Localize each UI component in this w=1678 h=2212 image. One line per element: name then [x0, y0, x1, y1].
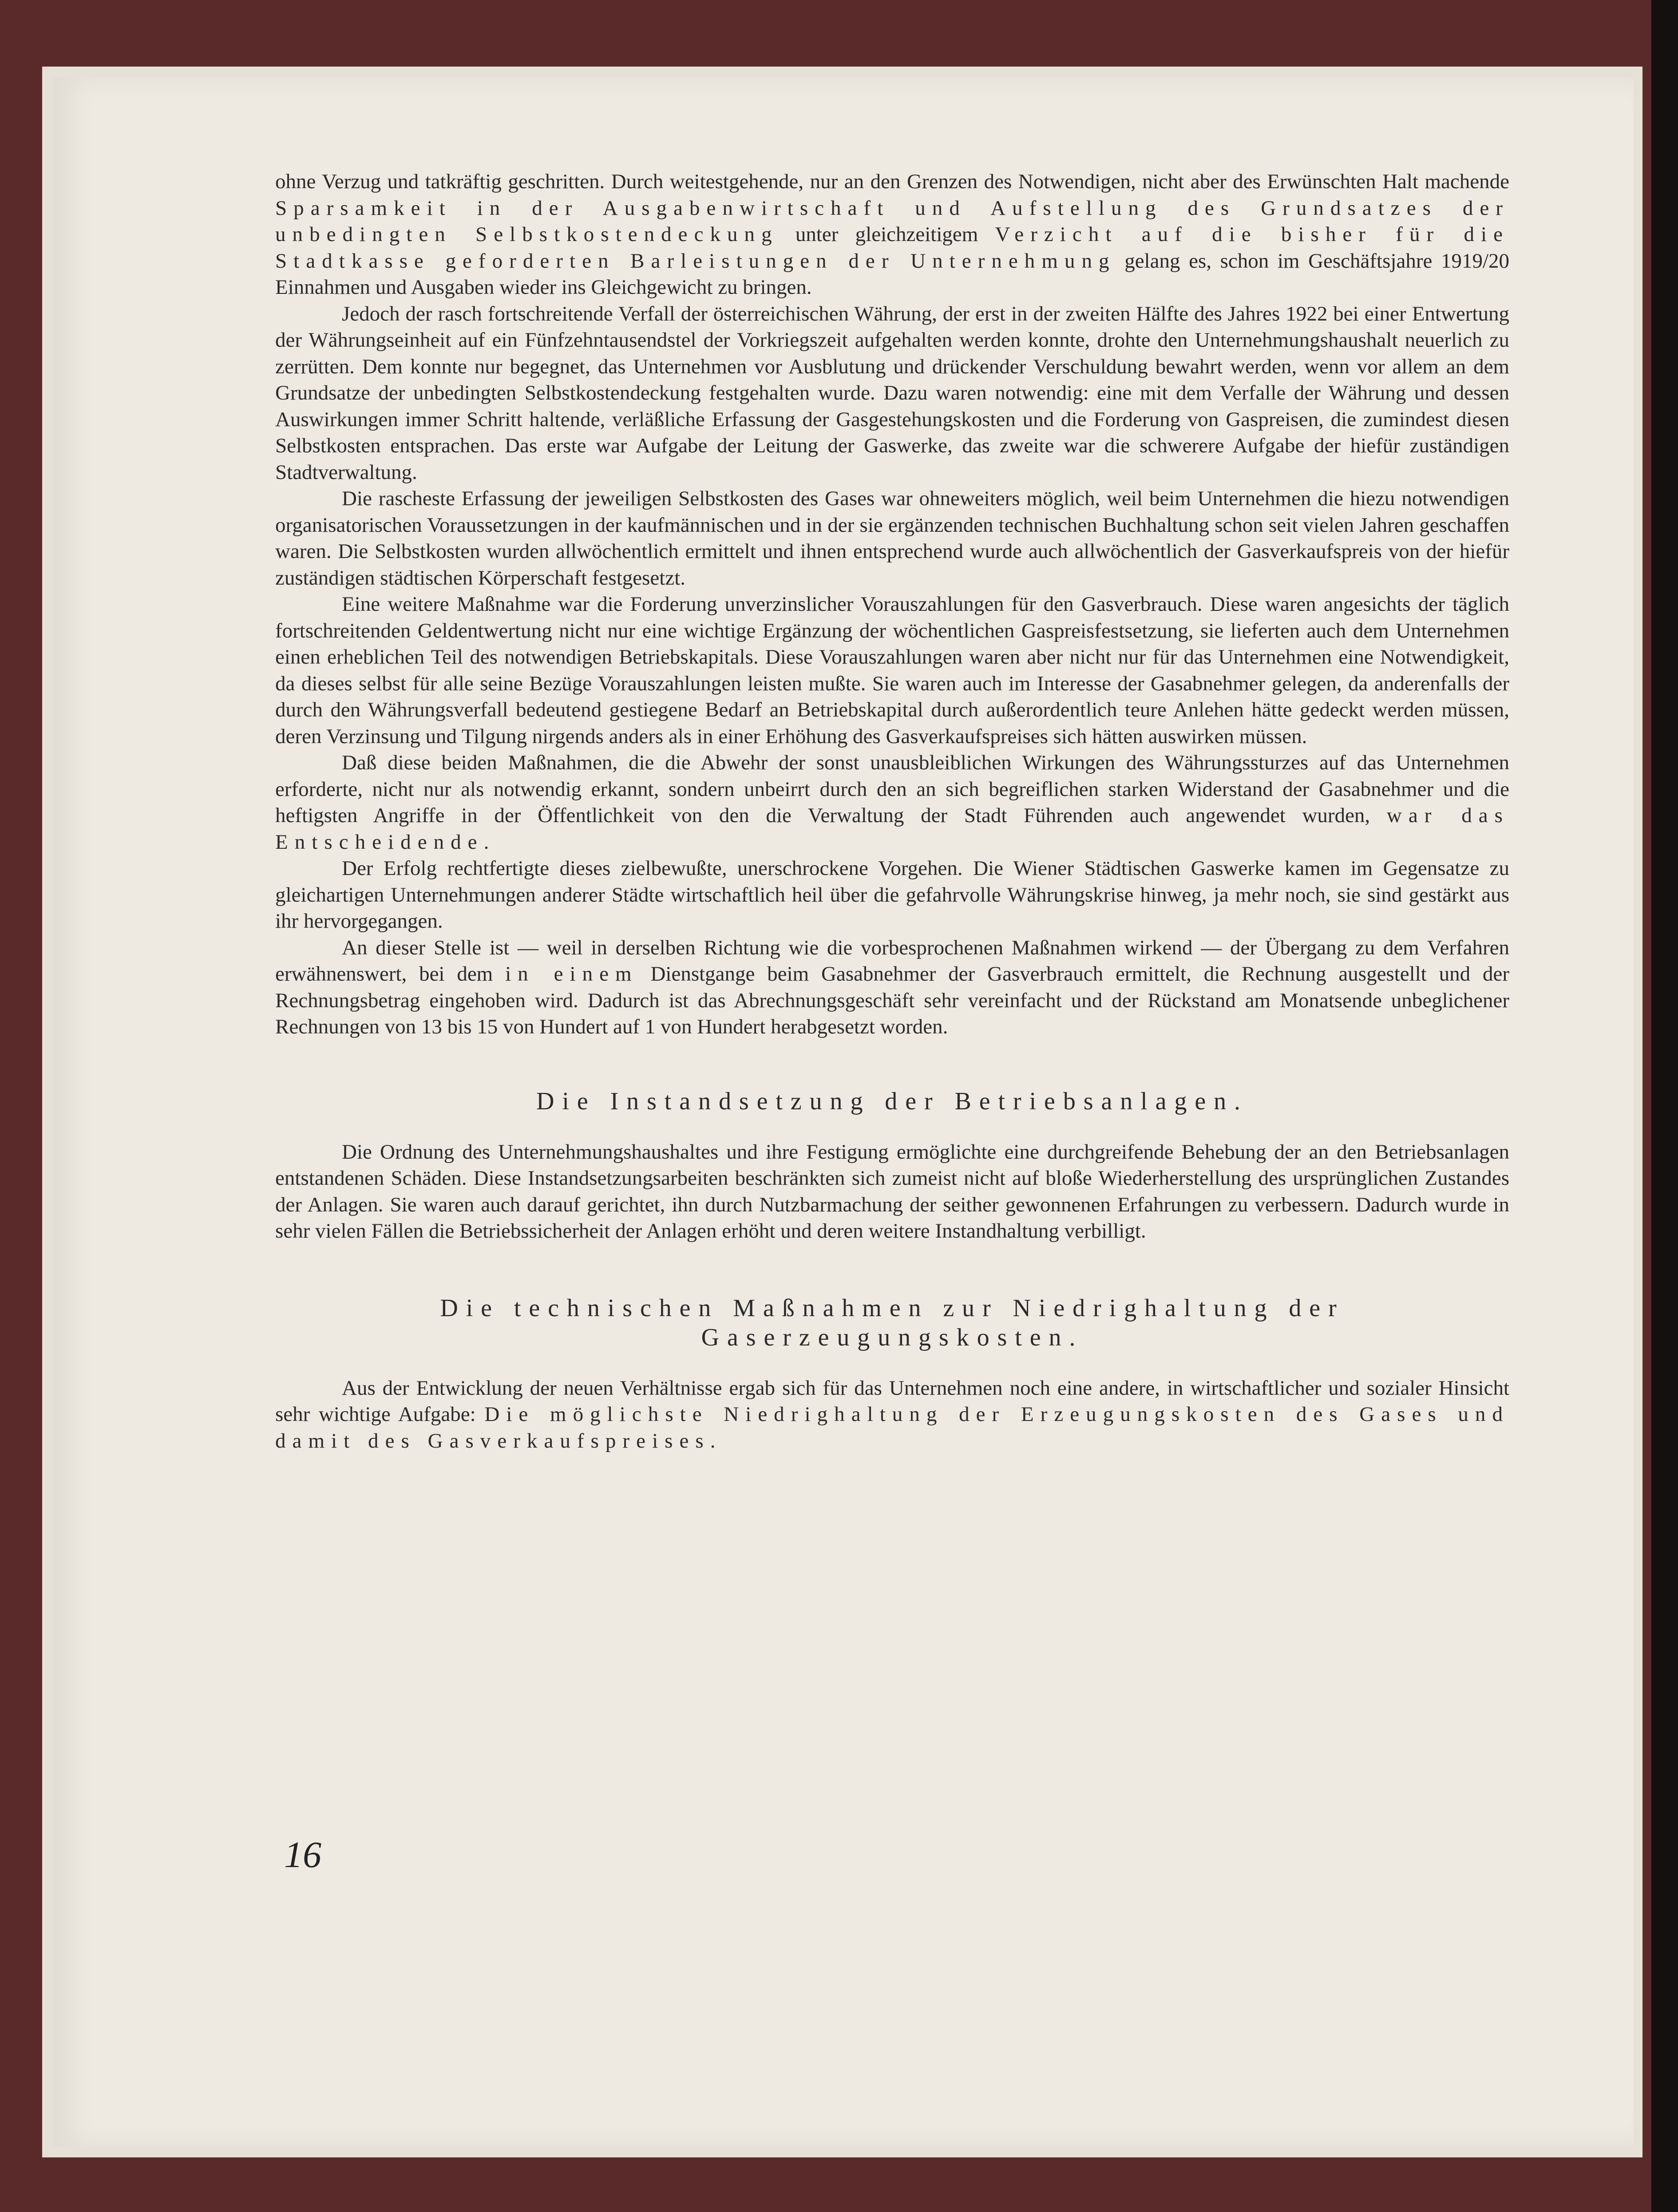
paragraph-6: [275, 855, 1509, 935]
paragraph-text: Daß diese beiden Maßnahmen, die die Abwehr der sonst unausbleiblichen Wirkungen des Währungssturzes auf das Unternehmen erforderte, nicht nur als notwendig erkannt, sondern unbeirrt durch den an sich begreiflichen starken Widerstand der Gasabnehmer und die heftigsten Angriffe in der Öffentlichkeit von den die Verwaltung der Stadt Führenden auch angewendet wurden,: [275, 751, 1509, 827]
paragraph-instandsetzung: Die Ordnung des Unternehmungshaushaltes und ihre Festigung ermöglichte eine durchgreifende Behebung der an den Betriebsanlagen entstandenen Schäden. Diese Instandsetzungsarbeiten beschränkten sich zumeist nicht auf bloße Wiederherstellung des ursprünglichen Zustandes der Anlagen. Sie waren auch darauf gerichtet, ihn durch Nutzbarmachung der seither gewonnenen Erfahrungen zu verbessern. Dadurch wurde in sehr vielen Fällen die Betriebssicherheit der Anlagen erhöht und deren weitere Instandhaltung verbilligt.: [275, 1140, 1509, 1243]
heading-line-1: Die technischen Maßnahmen zur Niedrighaltung der: [440, 1294, 1345, 1322]
paragraph-text: .: [483, 830, 489, 854]
page-number: 16: [284, 1834, 321, 1876]
section-heading-technische-massnahmen: [275, 1294, 1509, 1352]
body-paragraphs: [275, 169, 1509, 1041]
emphasized-text: war das Entscheidende: [275, 804, 1509, 854]
emphasized-text: Verzicht auf die bisher für die Stadtkasse geforderten Barleistungen der Unternehmung: [275, 223, 1509, 273]
paragraph-2: [275, 301, 1509, 486]
paragraph-text: Die rascheste Erfassung der jeweiligen Selbstkosten des Gases war ohneweiters möglich, weil beim Unternehmen die hiezu notwendigen organisatorischen Voraussetzungen in der kaufmännischen und in der sie ergänzenden technischen Buchhaltung schon seit vielen Jahren geschaffen waren. Die Selbstkosten wurden allwöchentlich ermittelt und ihnen entsprechend wurde auch allwöchentlich der Gasverkaufspreis von der hiefür zuständigen städtischen Körperschaft festgesetzt.: [275, 487, 1509, 590]
paragraph-5: [275, 750, 1509, 855]
paragraph-4: [275, 591, 1509, 750]
paragraph-text: unter gleichzeitigem: [778, 223, 995, 246]
emphasized-text: Sparsamkeit in der Ausgabenwirtschaft und Aufstellung des Grundsatzes der unbedingten Selbstkostendeckung: [275, 196, 1509, 246]
paragraph-text: Dienstgange beim Gasabnehmer der Gasverbrauch ermittelt, die Rechnung ausgestellt und der Rechnungsbetrag eingehoben wird. Dadurch ist das Abrechnungsgeschäft sehr vereinfacht und der Rückstand am Monatsende unbeglichener Rechnungen von 13 bis 15 von Hundert auf 1 von Hundert herabgesetzt worden.: [275, 962, 1509, 1038]
emphasized-text: in einem: [505, 962, 638, 985]
paragraph-aufgabe: [275, 1375, 1509, 1455]
paragraph-text: Der Erfolg rechtfertigte dieses zielbewußte, unerschrockene Vorgehen. Die Wiener Städtischen Gaswerke kamen im Gegensatze zu gleichartigen Unternehmungen anderer Städte wirtschaftlich heil über die gefahrvolle Währungskrise hinweg, ja mehr noch, sie sind gestärkt aus ihr hervorgegangen.: [275, 857, 1509, 933]
paragraph-7: [275, 935, 1509, 1041]
paragraph-text: ohne Verzug und tatkräftig geschritten. Durch weitestgehende, nur an den Grenzen des Notwendigen, nicht aber des Erwünschten Halt machende: [275, 170, 1509, 193]
section-heading-instandsetzung: Die Instandsetzung der Betriebsanlagen.: [536, 1087, 1248, 1115]
paragraph-text: An dieser Stelle ist — weil in derselben Richtung wie die vorbesprochenen Maßnahmen wirkend — der Übergang zu dem Verfahren erwähnenswert, bei dem: [275, 936, 1509, 985]
paragraph-text: gelang es, schon im Geschäftsjahre 1919/20 Einnahmen und Ausgaben wieder ins Gleichgewicht zu bringen.: [275, 249, 1509, 299]
page-text: [275, 169, 1509, 1454]
heading-line-2: Gaserzeugungskosten.: [701, 1323, 1084, 1351]
paragraph-aufgabe-emphasis: Die möglichste Niedrighaltung der Erzeugungskosten des Gases und damit des Gasverkaufspreises.: [275, 1403, 1510, 1452]
paragraph-aufgabe-text: Aus der Entwicklung der neuen Verhältnisse ergab sich für das Unternehmen noch eine andere, in wirtschaftlicher und sozialer Hinsicht sehr wichtige Aufgabe:: [275, 1376, 1509, 1426]
background-edge: [1651, 0, 1678, 2212]
paragraph-text: Eine weitere Maßnahme war die Forderung unverzinslicher Vorauszahlungen für den Gasverbrauch. Diese waren angesichts der täglich fortschreitenden Geldentwertung nicht nur eine wichtige Ergänzung der wöchentlichen Gaspreisfestsetzung, sie lieferten auch dem Unternehmen einen erheblichen Teil des notwendigen Betriebskapitals. Diese Vorauszahlungen waren aber nicht nur für das Unternehmen eine Notwendigkeit, da dieses selbst für alle seine Bezüge Vorauszahlungen leisten mußte. Sie waren auch im Interesse der Gasabnehmer gelegen, da anderenfalls der durch den Währungsverfall bedeutend gestiegene Bedarf an Betriebskapital durch außerordentlich teure Anlehen hätte gedeckt werden müssen, deren Verzinsung und Tilgung nirgends anders als in einer Erhöhung des Gasverkaufspreises sich hätten auswirken müssen.: [275, 593, 1509, 748]
paragraph-text: Jedoch der rasch fortschreitende Verfall der österreichischen Währung, der erst in der zweiten Hälfte des Jahres 1922 bei einer Entwertung der Währungseinheit auf ein Fünfzehntausendstel der Vorkriegszeit aufgehalten werden konnte, drohte den Unternehmungshaushalt neuerlich zu zerrütten. Dem konnte nur begegnet, das Unternehmen vor Ausblutung und drückender Verschuldung bewahrt werden, wenn vor allem an dem Grundsatze der unbedingten Selbstkostendeckung festgehalten wurde. Dazu waren notwendig: eine mit dem Verfalle der Währung und dessen Auswirkungen immer Schritt haltende, verläßliche Erfassung der Gasgestehungskosten und die Forderung von Gaspreisen, die zumindest diesen Selbstkosten entsprachen. Das erste war Aufgabe der Leitung der Gaswerke, das zweite war die schwerere Aufgabe der hiefür zuständigen Stadtverwaltung.: [275, 302, 1509, 484]
paragraph-3: [275, 486, 1509, 591]
paragraph-1: [275, 169, 1509, 301]
